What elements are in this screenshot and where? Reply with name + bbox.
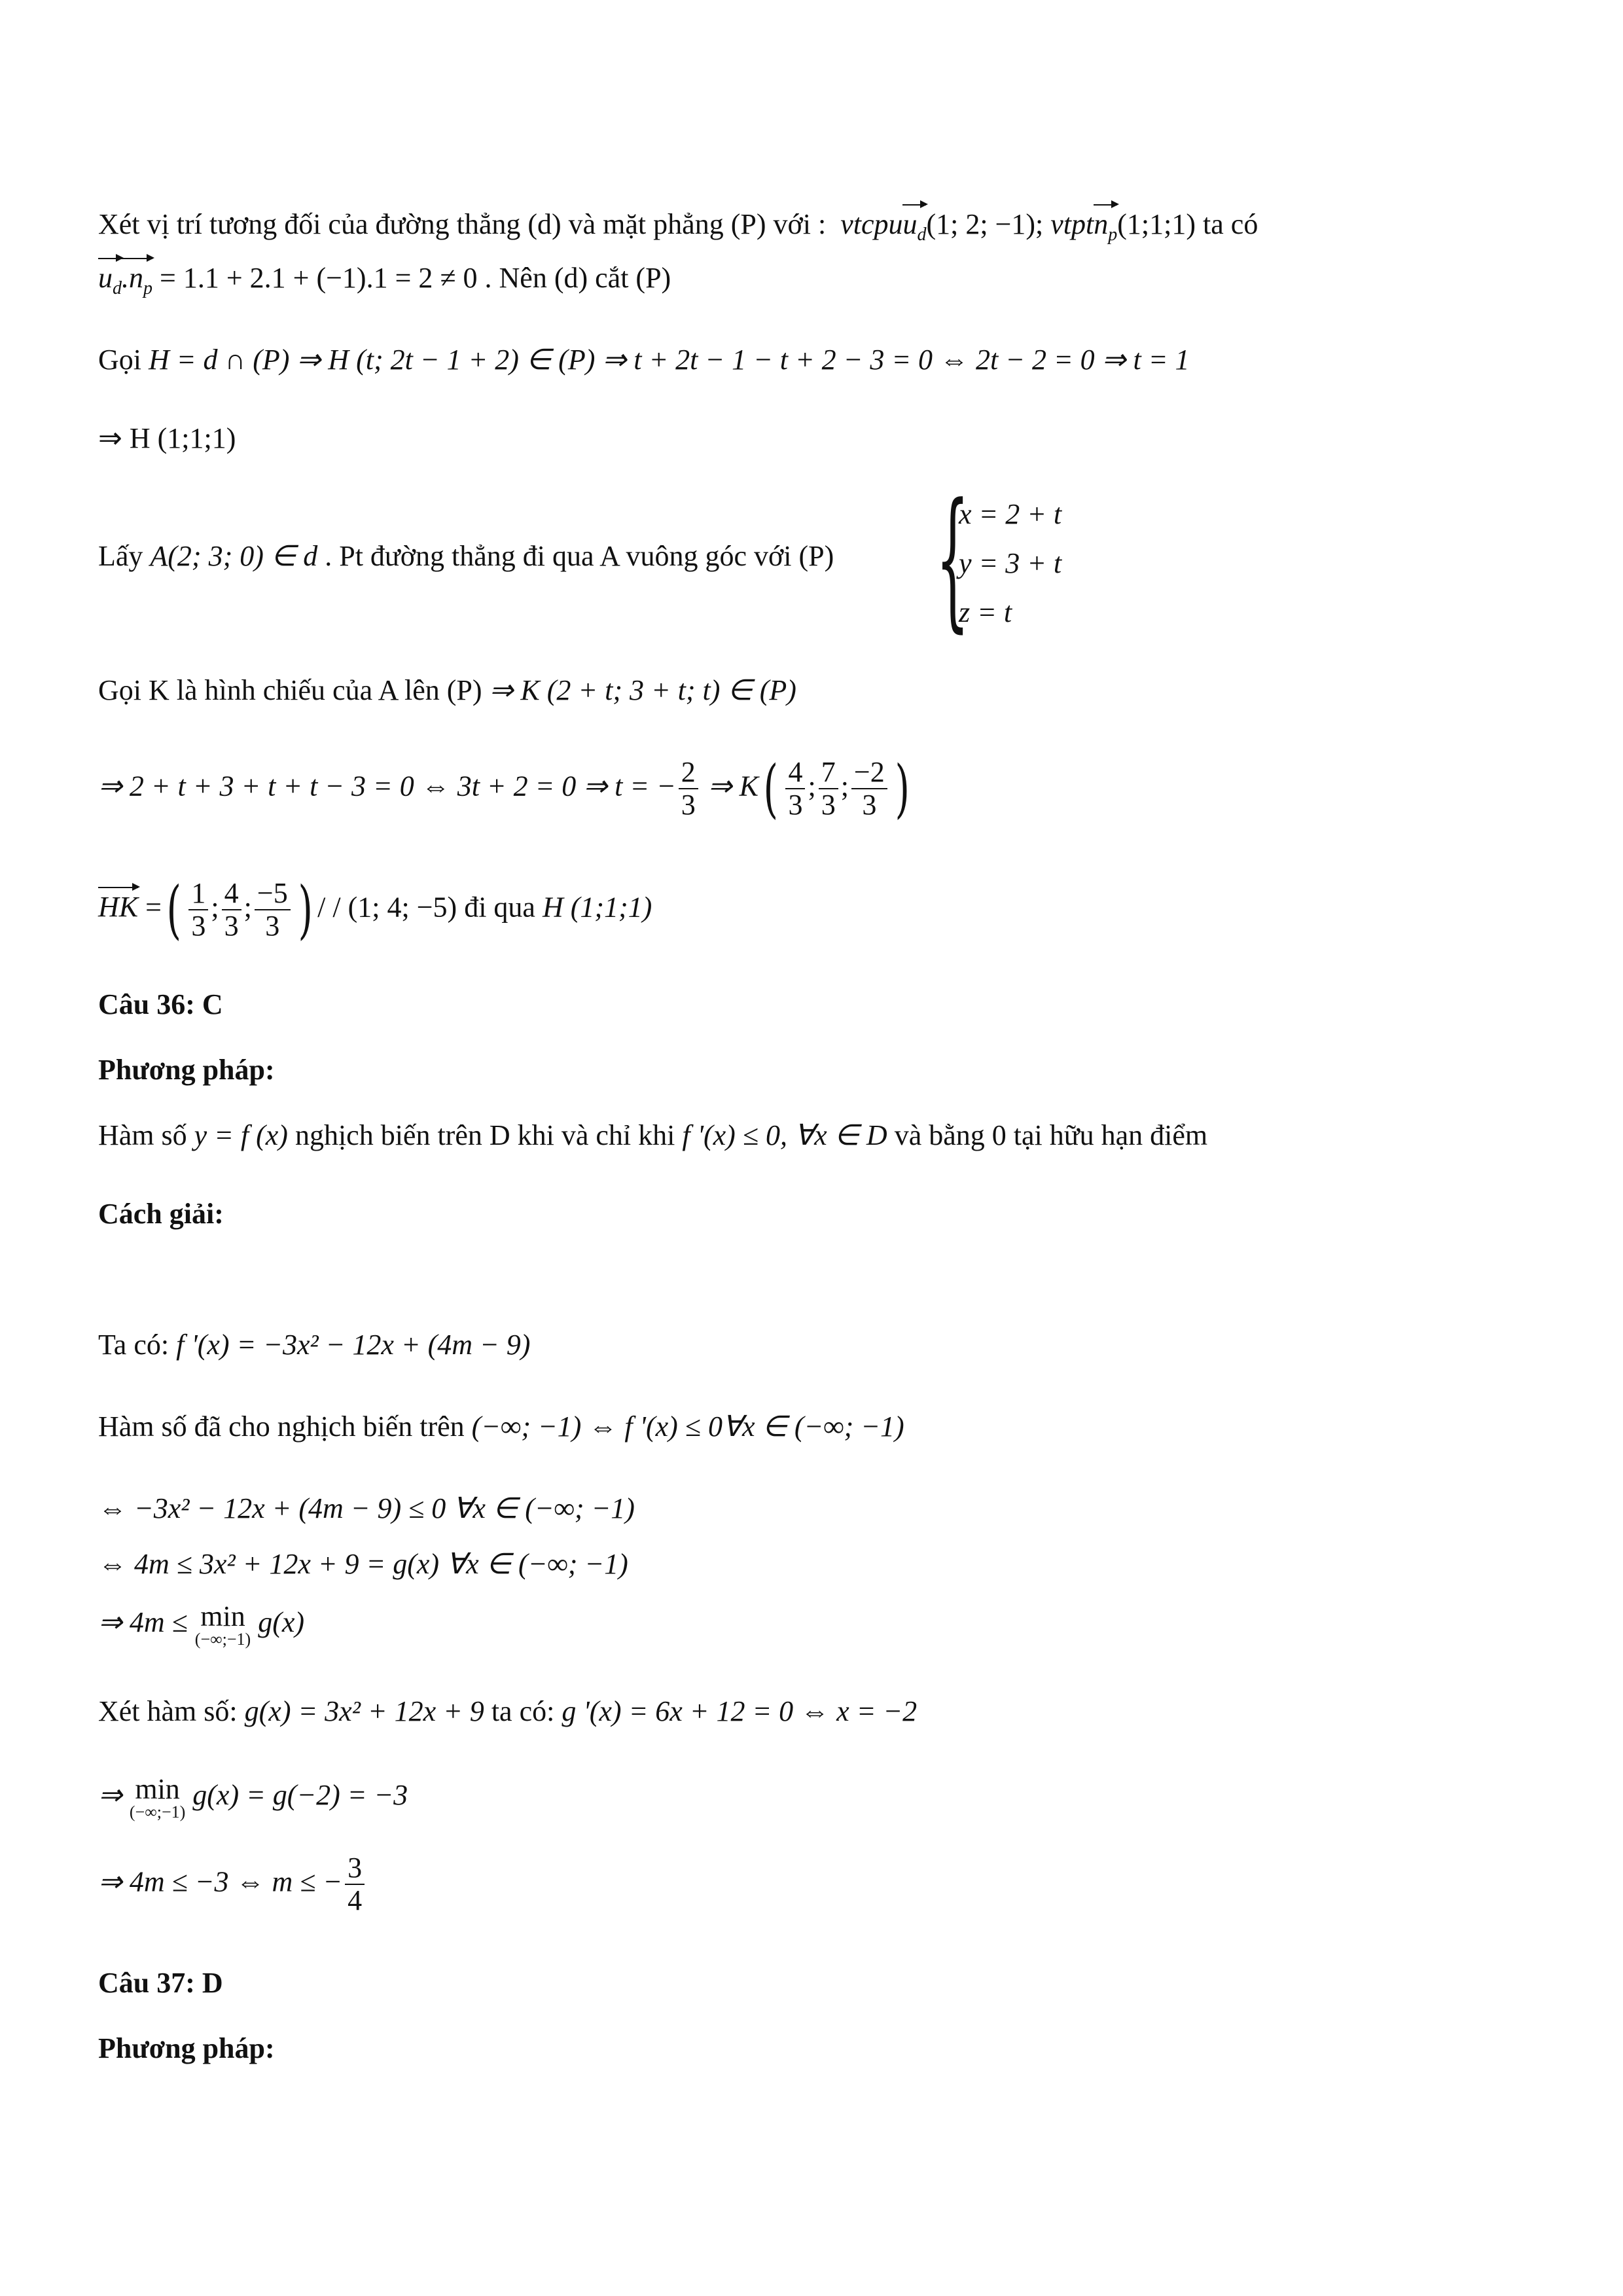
line-5 (98, 540, 834, 573)
line-8-vector: HK (98, 891, 139, 924)
line-11: Hàm số đã cho nghịch biến trên (−∞; −1) ⇔ f '(x) ≤ 0∀x ∈ (−∞; −1) (98, 1410, 904, 1443)
line-9-func: y = f (x) (194, 1119, 288, 1151)
line-2-tail: . Nên (d) cắt (P) (484, 262, 671, 294)
solution-heading: Cách giải: (98, 1198, 224, 1230)
method-heading-1: Phương pháp: (98, 1054, 275, 1086)
line-15-expr: g(x) = 3x² + 12x + 9 (244, 1695, 484, 1727)
line-14: ⇒ 4m ≤ min (−∞;−1) g(x) (98, 1600, 305, 1649)
line-3-expr: H = d ∩ (P) ⇒ H (t; 2t − 1 + 2) ∈ (P) ⇒ t + 2t − 1 − t + 2 − 3 = 0 ⇔ 2t − 2 = 0 ⇒ t = 1 (149, 344, 1190, 376)
line-7: ⇒ 2 + t + 3 + t + t − 3 = 0 ⇔ 3t + 2 = 0 ⇒ t = − $\frac{2}{3}$ ⇒ K( $\frac{4}{3}$ ; $\frac{7}{3}$ ; $\frac{-2}{3}$ ) (98, 752, 910, 825)
line-12: ⇔ −3x² − 12x + (4m − 9) ≤ 0 ∀x ∈ (−∞; −1) (98, 1492, 635, 1524)
line-3 (98, 344, 1189, 377)
system-row-1: x = 2 + t (959, 498, 1062, 530)
line-15: Xét hàm số: g(x) = 3x² + 12x + 9 ta có: g '(x) = 6x + 12 = 0 ⇔ x = −2 (98, 1695, 918, 1727)
line-10: Ta có: f '(x) = −3x² − 12x + (4m − 9) (98, 1329, 531, 1361)
line-1-tail: ta có (1203, 208, 1258, 240)
line-8: HK =( $\frac{1}{3}$ ; $\frac{4}{3}$ ; $\frac{-5}{3}$ ) / / (1; 4; −5) đi qua H (1;1;1) (98, 873, 652, 946)
line-3-label: Gọi (98, 344, 141, 376)
line-7-expr: ⇒ 2 + t + 3 + t + t − 3 = 0 ⇔ 3t + 2 = 0 ⇒ t = − (98, 770, 676, 802)
system-row-3: z = t (959, 596, 1012, 628)
line-2 (98, 262, 671, 299)
line-1-vtcp: vtcpuu$_d$(1; 2; −1); vtptn$_p$(1;1;1) (840, 208, 1196, 245)
line-1 (98, 208, 1258, 245)
line-7-K: ⇒ K (707, 770, 758, 802)
line-9: Hàm số y = f (x) nghịch biến trên D khi và chỉ khi f '(x) ≤ 0, ∀x ∈ D và bằng 0 tại hữu hạn điểm (98, 1119, 1208, 1151)
line-5-text: . Pt đường thẳng đi qua A vuông góc với (P) (325, 540, 834, 572)
line-6-text: Gọi K là hình chiếu của A lên (P) (98, 674, 482, 706)
line-17: ⇒ 4m ≤ −3 ⇔ m ≤ − $\frac{3}{4}$ (98, 1852, 367, 1917)
line-8-text: đi qua (464, 891, 535, 924)
line-8-H: H (1;1;1) (542, 891, 652, 924)
system-row-2: y = 3 + t (959, 547, 1062, 579)
line-5-label: Lấy (98, 540, 143, 572)
line-16: ⇒ min (−∞;−1) g(x) = g(−2) = −3 (98, 1773, 408, 1821)
line-6-expr: ⇒ K (2 + t; 3 + t; t) ∈ (P) (489, 674, 796, 706)
line-6 (98, 674, 796, 708)
line-10-expr: f '(x) = −3x² − 12x + (4m − 9) (176, 1329, 531, 1361)
line-5-expr: A(2; 3; 0) ∈ d (150, 540, 318, 572)
method-heading-2: Phương pháp: (98, 2032, 275, 2064)
line-11-expr: (−∞; −1) ⇔ f '(x) ≤ 0∀x ∈ (−∞; −1) (471, 1410, 904, 1443)
line-9-cond: f '(x) ≤ 0, ∀x ∈ D (682, 1119, 887, 1151)
line-1-text: Xét vị trí tương đối của đường thẳng (d) và mặt phẳng (P) với : (98, 208, 827, 240)
line-4: ⇒ H (1;1;1) (98, 422, 236, 454)
question-37-heading: Câu 37: D (98, 1967, 223, 1999)
system-brace: { (936, 472, 970, 647)
line-2-expr: $u_d.n_p = 1.1 + 2.1 + (-1).1 = 2 \ne 0$ (98, 262, 478, 298)
line-7-frac: $\frac{2}{3}$ (679, 757, 698, 821)
line-15-expr2: g '(x) = 6x + 12 = 0 ⇔ x = −2 (562, 1695, 918, 1727)
line-13: ⇔ 4m ≤ 3x² + 12x + 9 = g(x) ∀x ∈ (−∞; −1) (98, 1548, 628, 1580)
question-36-heading: Câu 36: C (98, 988, 223, 1020)
